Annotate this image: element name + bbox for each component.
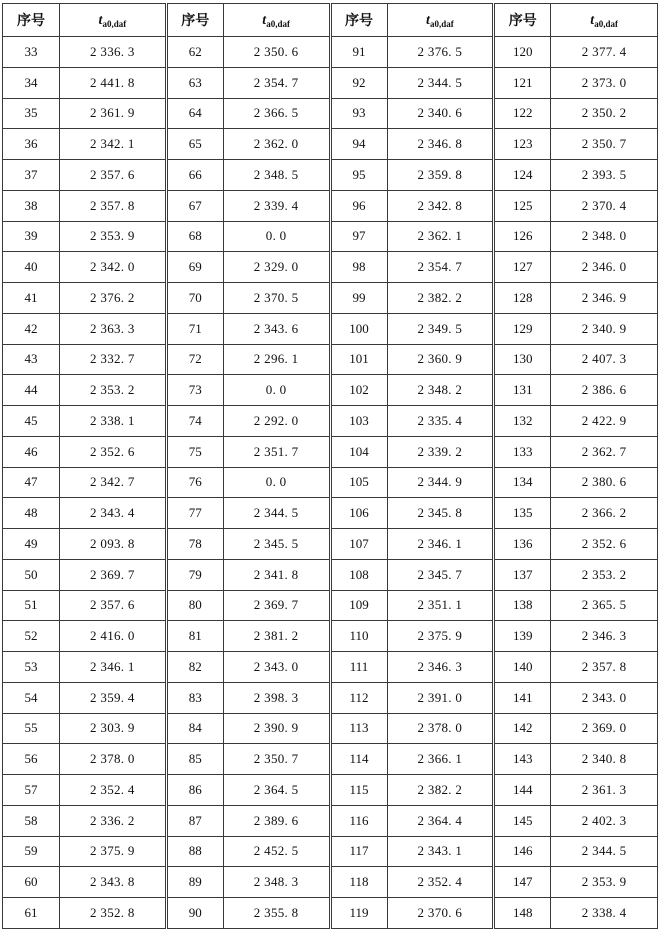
row-value-cell: 2 292. 0 xyxy=(223,406,330,437)
row-value-cell: 2 354. 7 xyxy=(387,252,494,283)
row-value-cell: 2 375. 9 xyxy=(60,836,167,867)
row-value-cell: 2 345. 5 xyxy=(223,529,330,560)
row-value-cell: 2 346. 0 xyxy=(551,252,658,283)
row-index-cell: 79 xyxy=(166,559,223,590)
row-value-cell: 2 407. 3 xyxy=(551,344,658,375)
row-value-cell: 2 386. 6 xyxy=(551,375,658,406)
row-value-cell: 2 393. 5 xyxy=(551,160,658,191)
row-index-cell: 102 xyxy=(330,375,387,406)
row-index-cell: 128 xyxy=(494,283,551,314)
row-index-cell: 84 xyxy=(166,713,223,744)
row-index-cell: 146 xyxy=(494,836,551,867)
table-row xyxy=(3,67,658,98)
row-index-cell: 46 xyxy=(3,436,60,467)
row-index-cell: 53 xyxy=(3,652,60,683)
table-row xyxy=(3,498,658,529)
row-index-cell: 140 xyxy=(494,652,551,683)
row-index-cell: 41 xyxy=(3,283,60,314)
row-value-cell: 2 364. 5 xyxy=(223,775,330,806)
row-index-cell: 93 xyxy=(330,98,387,129)
row-index-cell: 74 xyxy=(166,406,223,437)
row-index-cell: 99 xyxy=(330,283,387,314)
row-value-cell: 2 343. 8 xyxy=(60,867,167,898)
row-value-cell: 2 342. 8 xyxy=(387,190,494,221)
row-value-cell: 2 346. 1 xyxy=(387,529,494,560)
row-value-cell: 2 357. 8 xyxy=(60,190,167,221)
row-index-cell: 147 xyxy=(494,867,551,898)
row-index-cell: 64 xyxy=(166,98,223,129)
row-value-cell: 2 343. 0 xyxy=(551,682,658,713)
row-index-cell: 144 xyxy=(494,775,551,806)
row-index-cell: 65 xyxy=(166,129,223,160)
row-index-cell: 70 xyxy=(166,283,223,314)
row-index-cell: 138 xyxy=(494,590,551,621)
row-value-cell: 2 351. 1 xyxy=(387,590,494,621)
row-index-cell: 44 xyxy=(3,375,60,406)
table-row xyxy=(3,313,658,344)
table-row xyxy=(3,221,658,252)
row-value-cell: 2 344. 5 xyxy=(551,836,658,867)
row-value-cell: 2 382. 2 xyxy=(387,775,494,806)
row-value-cell: 2 346. 8 xyxy=(387,129,494,160)
row-index-cell: 45 xyxy=(3,406,60,437)
row-value-cell: 2 345. 8 xyxy=(387,498,494,529)
data-table xyxy=(2,3,658,929)
row-index-cell: 50 xyxy=(3,559,60,590)
table-row xyxy=(3,467,658,498)
table-row xyxy=(3,98,658,129)
row-index-cell: 71 xyxy=(166,313,223,344)
column-header-index xyxy=(494,4,551,37)
row-index-cell: 110 xyxy=(330,621,387,652)
row-value-cell: 2 377. 4 xyxy=(551,37,658,68)
row-value-cell: 2 361. 3 xyxy=(551,775,658,806)
row-index-cell: 88 xyxy=(166,836,223,867)
row-value-cell: 2 353. 9 xyxy=(551,867,658,898)
row-value-cell: 2 336. 2 xyxy=(60,805,167,836)
row-index-cell: 136 xyxy=(494,529,551,560)
row-value-cell: 2 340. 9 xyxy=(551,313,658,344)
row-value-cell: 2 366. 5 xyxy=(223,98,330,129)
row-value-cell: 2 361. 9 xyxy=(60,98,167,129)
table-row xyxy=(3,621,658,652)
row-index-cell: 134 xyxy=(494,467,551,498)
table-row xyxy=(3,252,658,283)
column-header-index-label: 序号 xyxy=(181,14,210,29)
row-value-cell: 2 353. 2 xyxy=(551,559,658,590)
row-value-cell: 2 375. 9 xyxy=(387,621,494,652)
row-index-cell: 103 xyxy=(330,406,387,437)
row-index-cell: 98 xyxy=(330,252,387,283)
row-index-cell: 80 xyxy=(166,590,223,621)
row-value-cell: 2 359. 4 xyxy=(60,682,167,713)
row-value-cell: 2 360. 9 xyxy=(387,344,494,375)
row-index-cell: 85 xyxy=(166,744,223,775)
column-header-value xyxy=(551,4,658,37)
row-value-cell: 2 349. 5 xyxy=(387,313,494,344)
row-value-cell: 2 353. 9 xyxy=(60,221,167,252)
row-value-cell: 2 343. 4 xyxy=(60,498,167,529)
row-value-cell: 2 343. 1 xyxy=(387,836,494,867)
row-index-cell: 86 xyxy=(166,775,223,806)
row-value-cell: 2 354. 7 xyxy=(223,67,330,98)
row-value-cell: 2 376. 2 xyxy=(60,283,167,314)
row-value-cell: 2 370. 5 xyxy=(223,283,330,314)
row-value-cell: 2 341. 8 xyxy=(223,559,330,590)
row-value-cell: 2 344. 5 xyxy=(387,67,494,98)
row-index-cell: 115 xyxy=(330,775,387,806)
row-index-cell: 82 xyxy=(166,652,223,683)
row-value-cell: 2 352. 6 xyxy=(551,529,658,560)
row-index-cell: 124 xyxy=(494,160,551,191)
row-index-cell: 36 xyxy=(3,129,60,160)
table-row xyxy=(3,682,658,713)
row-value-cell: 2 335. 4 xyxy=(387,406,494,437)
row-index-cell: 66 xyxy=(166,160,223,191)
row-index-cell: 55 xyxy=(3,713,60,744)
row-value-cell: 2 378. 0 xyxy=(387,713,494,744)
row-index-cell: 90 xyxy=(166,898,223,929)
row-value-cell: 2 352. 8 xyxy=(60,898,167,929)
row-index-cell: 76 xyxy=(166,467,223,498)
row-value-cell: 2 350. 6 xyxy=(223,37,330,68)
row-value-cell: 2 346. 3 xyxy=(387,652,494,683)
row-index-cell: 43 xyxy=(3,344,60,375)
row-index-cell: 130 xyxy=(494,344,551,375)
row-value-cell: 2 370. 4 xyxy=(551,190,658,221)
row-value-cell: 2 352. 4 xyxy=(387,867,494,898)
row-value-cell: 2 346. 1 xyxy=(60,652,167,683)
table-row xyxy=(3,436,658,467)
row-value-cell: 2 296. 1 xyxy=(223,344,330,375)
row-value-cell: 2 353. 2 xyxy=(60,375,167,406)
row-index-cell: 77 xyxy=(166,498,223,529)
table-row xyxy=(3,190,658,221)
row-index-cell: 95 xyxy=(330,160,387,191)
row-value-cell: 2 366. 1 xyxy=(387,744,494,775)
row-index-cell: 72 xyxy=(166,344,223,375)
row-value-cell: 2 369. 7 xyxy=(223,590,330,621)
column-header-value-subscript: a0,daf xyxy=(266,18,290,29)
row-index-cell: 47 xyxy=(3,467,60,498)
row-index-cell: 104 xyxy=(330,436,387,467)
row-index-cell: 107 xyxy=(330,529,387,560)
row-value-cell: 2 350. 7 xyxy=(551,129,658,160)
table-row xyxy=(3,652,658,683)
row-value-cell: 2 452. 5 xyxy=(223,836,330,867)
row-value-cell: 2 350. 7 xyxy=(223,744,330,775)
row-index-cell: 94 xyxy=(330,129,387,160)
table-row xyxy=(3,344,658,375)
row-value-cell: 0. 0 xyxy=(223,375,330,406)
row-index-cell: 143 xyxy=(494,744,551,775)
row-index-cell: 87 xyxy=(166,805,223,836)
row-index-cell: 78 xyxy=(166,529,223,560)
table-row xyxy=(3,375,658,406)
column-header-value-symbol: t xyxy=(426,12,430,28)
row-value-cell: 2 343. 6 xyxy=(223,313,330,344)
row-value-cell: 2 416. 0 xyxy=(60,621,167,652)
row-value-cell: 2 344. 9 xyxy=(387,467,494,498)
row-value-cell: 2 342. 1 xyxy=(60,129,167,160)
column-header-value-subscript: a0,daf xyxy=(594,18,618,29)
row-index-cell: 119 xyxy=(330,898,387,929)
table-row xyxy=(3,529,658,560)
row-index-cell: 52 xyxy=(3,621,60,652)
row-index-cell: 106 xyxy=(330,498,387,529)
table-row xyxy=(3,713,658,744)
row-value-cell: 2 346. 3 xyxy=(551,621,658,652)
row-value-cell: 2 357. 6 xyxy=(60,590,167,621)
row-index-cell: 62 xyxy=(166,37,223,68)
row-value-cell: 2 390. 9 xyxy=(223,713,330,744)
row-index-cell: 126 xyxy=(494,221,551,252)
row-value-cell: 2 382. 2 xyxy=(387,283,494,314)
row-value-cell: 2 402. 3 xyxy=(551,805,658,836)
row-value-cell: 2 339. 4 xyxy=(223,190,330,221)
table-row xyxy=(3,898,658,929)
row-index-cell: 108 xyxy=(330,559,387,590)
column-header-index xyxy=(330,4,387,37)
table-row xyxy=(3,160,658,191)
row-value-cell: 2 362. 0 xyxy=(223,129,330,160)
row-value-cell: 2 391. 0 xyxy=(387,682,494,713)
row-value-cell: 2 369. 0 xyxy=(551,713,658,744)
row-value-cell: 0. 0 xyxy=(223,467,330,498)
row-value-cell: 2 370. 6 xyxy=(387,898,494,929)
column-header-value xyxy=(60,4,167,37)
row-value-cell: 2 362. 1 xyxy=(387,221,494,252)
row-value-cell: 2 340. 6 xyxy=(387,98,494,129)
row-index-cell: 101 xyxy=(330,344,387,375)
row-value-cell: 2 352. 4 xyxy=(60,775,167,806)
row-value-cell: 2 365. 5 xyxy=(551,590,658,621)
row-value-cell: 2 342. 0 xyxy=(60,252,167,283)
row-value-cell: 2 348. 5 xyxy=(223,160,330,191)
row-index-cell: 135 xyxy=(494,498,551,529)
row-value-cell: 2 336. 3 xyxy=(60,37,167,68)
row-index-cell: 123 xyxy=(494,129,551,160)
table-row xyxy=(3,283,658,314)
row-index-cell: 37 xyxy=(3,160,60,191)
row-value-cell: 0. 0 xyxy=(223,221,330,252)
row-value-cell: 2 338. 4 xyxy=(551,898,658,929)
row-index-cell: 40 xyxy=(3,252,60,283)
row-value-cell: 2 369. 7 xyxy=(60,559,167,590)
table-row xyxy=(3,129,658,160)
row-index-cell: 42 xyxy=(3,313,60,344)
row-index-cell: 34 xyxy=(3,67,60,98)
row-index-cell: 61 xyxy=(3,898,60,929)
table-row xyxy=(3,805,658,836)
row-index-cell: 59 xyxy=(3,836,60,867)
row-value-cell: 2 398. 3 xyxy=(223,682,330,713)
row-index-cell: 132 xyxy=(494,406,551,437)
row-value-cell: 2 093. 8 xyxy=(60,529,167,560)
table-row xyxy=(3,37,658,68)
row-value-cell: 2 355. 8 xyxy=(223,898,330,929)
row-value-cell: 2 364. 4 xyxy=(387,805,494,836)
row-value-cell: 2 348. 3 xyxy=(223,867,330,898)
row-value-cell: 2 340. 8 xyxy=(551,744,658,775)
column-header-value-symbol: t xyxy=(98,12,103,28)
row-index-cell: 139 xyxy=(494,621,551,652)
row-index-cell: 58 xyxy=(3,805,60,836)
row-index-cell: 111 xyxy=(330,652,387,683)
row-index-cell: 121 xyxy=(494,67,551,98)
column-header-value-subscript: a0,daf xyxy=(102,18,127,29)
row-value-cell: 2 366. 2 xyxy=(551,498,658,529)
table-row xyxy=(3,559,658,590)
row-index-cell: 54 xyxy=(3,682,60,713)
row-value-cell: 2 422. 9 xyxy=(551,406,658,437)
column-header-value-symbol: t xyxy=(262,12,267,28)
row-index-cell: 131 xyxy=(494,375,551,406)
row-value-cell: 2 343. 0 xyxy=(223,652,330,683)
column-header-value xyxy=(387,4,494,37)
row-index-cell: 48 xyxy=(3,498,60,529)
row-index-cell: 63 xyxy=(166,67,223,98)
row-index-cell: 92 xyxy=(330,67,387,98)
row-value-cell: 2 345. 7 xyxy=(387,559,494,590)
row-value-cell: 2 339. 2 xyxy=(387,436,494,467)
header-row xyxy=(3,4,658,37)
column-header-index xyxy=(3,4,60,37)
row-index-cell: 97 xyxy=(330,221,387,252)
row-index-cell: 114 xyxy=(330,744,387,775)
row-index-cell: 113 xyxy=(330,713,387,744)
row-index-cell: 133 xyxy=(494,436,551,467)
row-value-cell: 2 346. 9 xyxy=(551,283,658,314)
row-value-cell: 2 352. 6 xyxy=(60,436,167,467)
row-index-cell: 39 xyxy=(3,221,60,252)
row-index-cell: 96 xyxy=(330,190,387,221)
row-value-cell: 2 441. 8 xyxy=(60,67,167,98)
row-value-cell: 2 378. 0 xyxy=(60,744,167,775)
row-index-cell: 91 xyxy=(330,37,387,68)
table-row xyxy=(3,867,658,898)
row-index-cell: 49 xyxy=(3,529,60,560)
row-index-cell: 83 xyxy=(166,682,223,713)
row-value-cell: 2 351. 7 xyxy=(223,436,330,467)
row-index-cell: 116 xyxy=(330,805,387,836)
row-index-cell: 142 xyxy=(494,713,551,744)
column-header-value-symbol: t xyxy=(590,12,595,28)
column-header-index xyxy=(166,4,223,37)
row-value-cell: 2 344. 5 xyxy=(223,498,330,529)
row-value-cell: 2 357. 8 xyxy=(551,652,658,683)
row-index-cell: 67 xyxy=(166,190,223,221)
row-value-cell: 2 357. 6 xyxy=(60,160,167,191)
row-index-cell: 118 xyxy=(330,867,387,898)
table-row xyxy=(3,406,658,437)
row-value-cell: 2 348. 0 xyxy=(551,221,658,252)
row-index-cell: 56 xyxy=(3,744,60,775)
row-index-cell: 38 xyxy=(3,190,60,221)
row-value-cell: 2 348. 2 xyxy=(387,375,494,406)
row-value-cell: 2 338. 1 xyxy=(60,406,167,437)
row-index-cell: 89 xyxy=(166,867,223,898)
row-index-cell: 69 xyxy=(166,252,223,283)
table-row xyxy=(3,836,658,867)
row-index-cell: 141 xyxy=(494,682,551,713)
row-index-cell: 33 xyxy=(3,37,60,68)
row-value-cell: 2 350. 2 xyxy=(551,98,658,129)
row-value-cell: 2 381. 2 xyxy=(223,621,330,652)
row-value-cell: 2 332. 7 xyxy=(60,344,167,375)
row-index-cell: 57 xyxy=(3,775,60,806)
row-index-cell: 129 xyxy=(494,313,551,344)
row-value-cell: 2 373. 0 xyxy=(551,67,658,98)
row-value-cell: 2 380. 6 xyxy=(551,467,658,498)
table-body xyxy=(3,37,658,929)
row-index-cell: 73 xyxy=(166,375,223,406)
row-index-cell: 75 xyxy=(166,436,223,467)
table-row xyxy=(3,775,658,806)
row-index-cell: 125 xyxy=(494,190,551,221)
row-index-cell: 68 xyxy=(166,221,223,252)
column-header-index-label: 序号 xyxy=(17,14,45,29)
row-value-cell: 2 389. 6 xyxy=(223,805,330,836)
row-value-cell: 2 362. 7 xyxy=(551,436,658,467)
row-index-cell: 109 xyxy=(330,590,387,621)
column-header-value xyxy=(223,4,330,37)
column-header-value-subscript: a0,daf xyxy=(429,18,454,29)
table-row xyxy=(3,744,658,775)
row-index-cell: 105 xyxy=(330,467,387,498)
column-header-index-label: 序号 xyxy=(508,14,537,29)
row-index-cell: 117 xyxy=(330,836,387,867)
row-index-cell: 51 xyxy=(3,590,60,621)
row-index-cell: 100 xyxy=(330,313,387,344)
row-value-cell: 2 303. 9 xyxy=(60,713,167,744)
table-row xyxy=(3,590,658,621)
row-value-cell: 2 359. 8 xyxy=(387,160,494,191)
row-index-cell: 122 xyxy=(494,98,551,129)
row-index-cell: 127 xyxy=(494,252,551,283)
row-value-cell: 2 363. 3 xyxy=(60,313,167,344)
row-index-cell: 81 xyxy=(166,621,223,652)
row-value-cell: 2 329. 0 xyxy=(223,252,330,283)
row-index-cell: 60 xyxy=(3,867,60,898)
column-header-index-label: 序号 xyxy=(345,14,373,29)
row-index-cell: 35 xyxy=(3,98,60,129)
row-index-cell: 112 xyxy=(330,682,387,713)
row-value-cell: 2 342. 7 xyxy=(60,467,167,498)
row-index-cell: 120 xyxy=(494,37,551,68)
row-index-cell: 137 xyxy=(494,559,551,590)
row-value-cell: 2 376. 5 xyxy=(387,37,494,68)
row-index-cell: 148 xyxy=(494,898,551,929)
row-index-cell: 145 xyxy=(494,805,551,836)
